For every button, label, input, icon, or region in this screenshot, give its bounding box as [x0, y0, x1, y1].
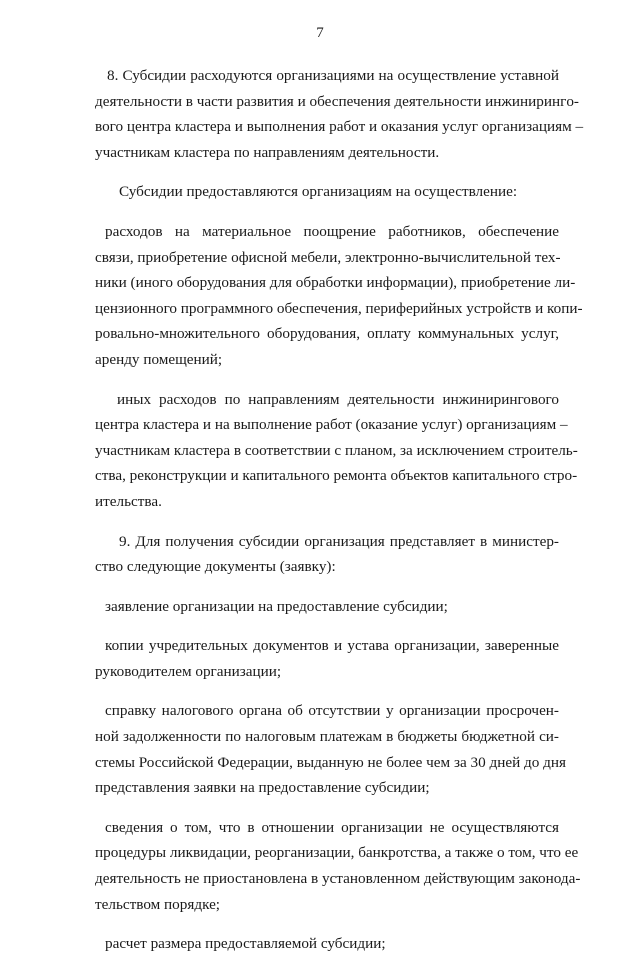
text-line: сведения о том, что в отношении организации не осуществляются	[105, 818, 559, 836]
paragraph	[95, 219, 583, 373]
text-line: связи, приобретение офисной мебели, электронно-вычислительной тех-	[95, 248, 561, 266]
page-number: 7	[316, 25, 324, 41]
paragraph	[95, 63, 584, 165]
text-line: справку налогового органа об отсутствии у организации просрочен-	[105, 702, 559, 720]
paragraph	[95, 931, 559, 957]
text-line: центра кластера и на выполнение работ (оказание услуг) организациям –	[95, 416, 568, 434]
text-line: тельством порядке;	[95, 895, 221, 913]
text-line: участникам кластера по направлениям деятельности.	[95, 143, 440, 161]
text-line: ровально-множительного оборудования, оплату коммунальных услуг,	[95, 325, 559, 343]
paragraph	[95, 594, 559, 620]
paragraph	[95, 387, 578, 515]
text-line: ства, реконструкции и капитального ремонта объектов капитального стро-	[95, 467, 578, 485]
paragraph	[95, 633, 559, 684]
document-body	[95, 63, 584, 971]
text-line: 8. Субсидии расходуются организациями на осуществление уставной	[107, 67, 559, 84]
text-line: расчет размера предоставляемой субсидии;	[105, 935, 386, 953]
text-line: Субсидии предоставляются организациям на осуществление:	[119, 183, 518, 201]
text-line: цензионного программного обеспечения, периферийных устройств и копи-	[95, 299, 583, 317]
text-line: иных расходов по направлениям деятельности инжинирингового	[117, 390, 559, 408]
paragraph	[95, 529, 559, 580]
text-line: ники (иного оборудования для обработки информации), приобретение ли-	[95, 274, 576, 292]
text-line: руководителем организации;	[95, 662, 282, 680]
paragraph	[95, 815, 581, 917]
text-line: вого центра кластера и выполнения работ и оказания услуг организациям –	[95, 118, 584, 136]
text-line: 9. Для получения субсидии организация представляет в министер-	[119, 532, 559, 550]
text-line: заявление организации на предоставление субсидии;	[105, 597, 448, 615]
text-line: аренду помещений;	[95, 350, 223, 368]
text-line: копии учредительных документов и устава организации, заверенные	[105, 637, 559, 655]
text-line: стемы Российской Федерации, выданную не более чем за 30 дней до дня	[95, 753, 566, 771]
text-line: ство следующие документы (заявку):	[95, 558, 336, 576]
text-line: представления заявки на предоставление субсидии;	[95, 779, 430, 797]
paragraph	[95, 179, 559, 205]
paragraph	[95, 698, 566, 800]
text-line: деятельности в части развития и обеспечения деятельности инжинирингo-	[95, 92, 579, 110]
text-line: ной задолженности по налоговым платежам в бюджеты бюджетной си-	[95, 728, 559, 746]
text-line: процедуры ликвидации, реорганизации, банкротства, а также о том, что ее	[95, 844, 579, 862]
text-line: расходов на материальное поощрение работников, обеспечение	[105, 222, 559, 240]
text-line: деятельность не приостановлена в установленном действующим законода-	[95, 870, 581, 888]
text-line: ительства.	[95, 492, 162, 510]
text-line: участникам кластера в соответствии с планом, за исключением строитель-	[95, 441, 578, 459]
